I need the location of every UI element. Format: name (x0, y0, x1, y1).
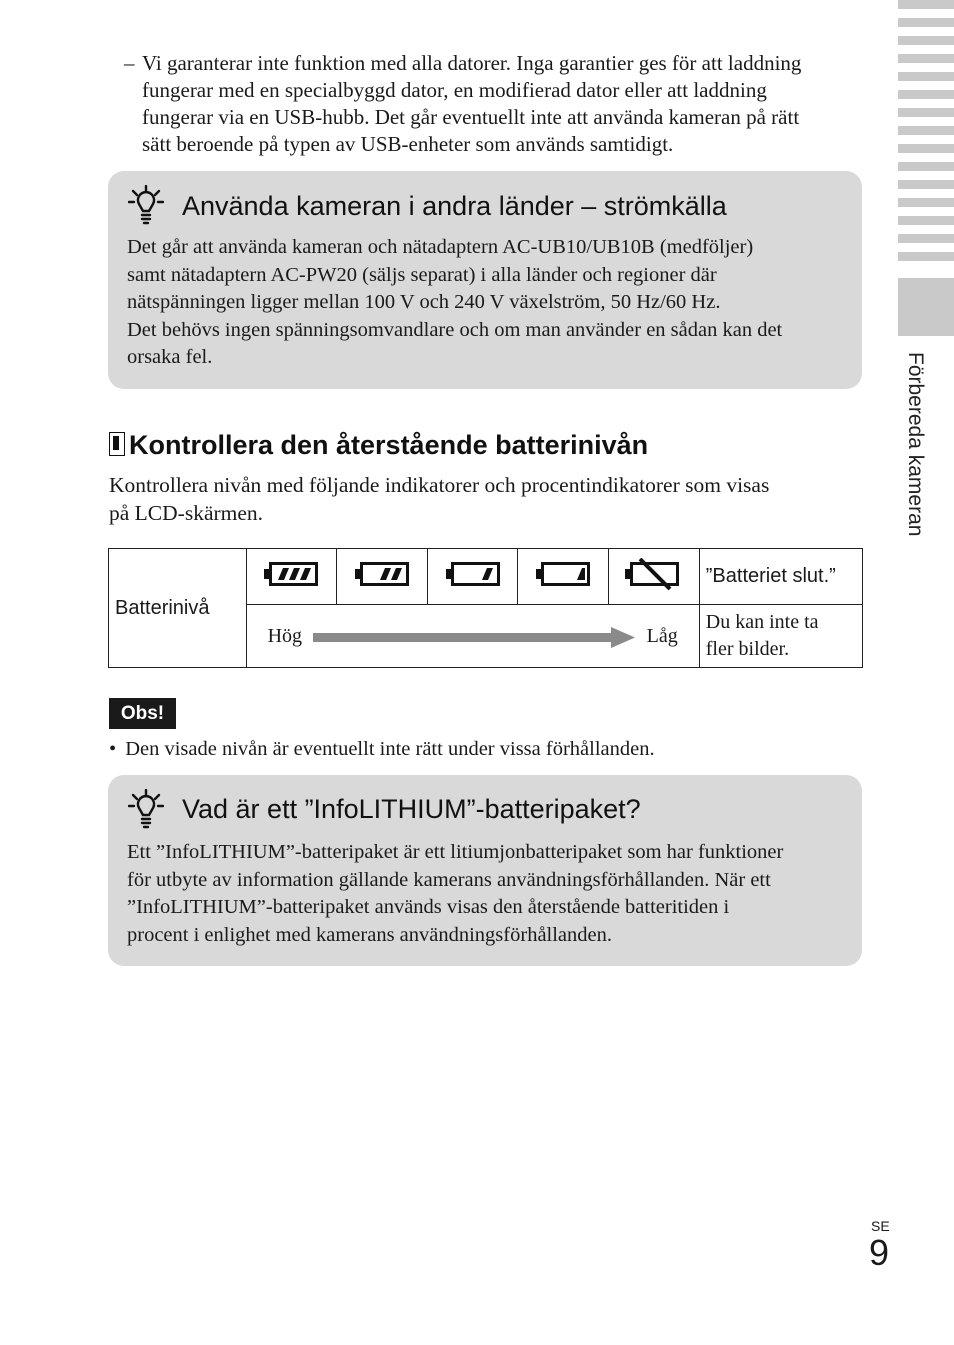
low-label: Låg (646, 625, 678, 647)
battery-one-third-icon (445, 560, 501, 588)
intro-paragraph (124, 50, 864, 158)
section-line: på LCD-skärmen. (109, 501, 264, 525)
section-tab-stripes (898, 0, 954, 270)
hint-body (127, 839, 847, 949)
dash-marker: – (124, 51, 135, 75)
hint-line: ”InfoLITHIUM”-batteripaket används visas den återstående batteritiden i (127, 896, 730, 918)
hint-line: procent i enlighet med kamerans användningsförhållanden. (127, 923, 613, 946)
battery-level-cell (609, 549, 700, 605)
section-heading-text: Kontrollera den återstående batterinivån (129, 430, 649, 460)
battery-level-label: Batterinivå (109, 549, 247, 668)
section-tab-marker (898, 278, 954, 336)
battery-level-cell (246, 549, 337, 605)
arrow-right-icon (313, 627, 635, 649)
hint-line: samt nätadaptern AC-PW20 (säljs separat) i alla länder och regioner där (127, 263, 717, 286)
battery-level-cell (518, 549, 609, 605)
note-line: Du kan inte ta (705, 611, 819, 633)
section-body (109, 471, 859, 527)
hint-line: för utbyte av information gällande kamerans användningsförhållanden. När ett (127, 868, 771, 891)
lightbulb-icon (128, 789, 164, 829)
page-language-code: SE (871, 1218, 890, 1234)
battery-full-icon (263, 560, 319, 588)
hint-title: Använda kameran i andra länder – strömkälla (182, 191, 727, 221)
side-tab-label: Förbereda kameran (904, 352, 927, 537)
obs-badge: Obs! (109, 698, 176, 729)
battery-low-icon (535, 560, 591, 588)
battery-two-thirds-icon (354, 560, 410, 588)
bullet-marker: • (109, 738, 117, 760)
high-label: Hög (267, 625, 303, 647)
obs-bullet-item (109, 736, 655, 762)
intro-line: sätt beroende på typen av USB-enheter som används samtidigt. (142, 132, 674, 156)
hint-box-infolithium (108, 775, 862, 966)
hint-line: orsaka fel. (127, 346, 213, 368)
section-line: Kontrollera nivån med följande indikatorer och procentindikatorer som visas (109, 473, 770, 497)
note-line: fler bilder. (705, 638, 790, 660)
hint-line: Det behövs ingen spänningsomvandlare och om man använder en sådan kan det (127, 318, 783, 341)
battery-empty-note (699, 605, 862, 668)
battery-level-cell (337, 549, 428, 605)
hint-line: Det går att använda kameran och nätadaptern AC-UB10/UB10B (medföljer) (127, 236, 754, 258)
battery-empty-icon (624, 558, 684, 590)
section-heading (109, 430, 648, 461)
hint-title: Vad är ett ”InfoLITHIUM”-batteripaket? (182, 794, 641, 824)
battery-empty-label: ”Batteriet slut.” (699, 549, 862, 605)
battery-level-cell (427, 549, 518, 605)
page-number: 9 (869, 1232, 890, 1273)
hint-line: Ett ”InfoLITHIUM”-batteripaket är ett litiumjonbatteripaket som har funktioner (127, 841, 784, 863)
intro-line: Vi garanterar inte funktion med alla datorer. Inga garantier ges för att laddning (142, 51, 802, 75)
hint-box-travel (108, 171, 862, 389)
intro-line: fungerar med en specialbyggd dator, en modifierad dator eller att laddning (142, 78, 767, 102)
section-marker-icon (109, 432, 125, 456)
hint-line: nätspänningen ligger mellan 100 V och 240 V växelström, 50 Hz/60 Hz. (127, 291, 721, 313)
obs-text: Den visade nivån är eventuellt inte rätt under vissa förhållanden. (125, 738, 655, 760)
battery-level-table (108, 548, 863, 668)
intro-line: fungerar via en USB-hubb. Det går eventuellt inte att använda kameran på rätt (142, 105, 800, 129)
lightbulb-icon (128, 185, 164, 225)
battery-range-cell (246, 605, 699, 668)
hint-body (127, 234, 847, 372)
